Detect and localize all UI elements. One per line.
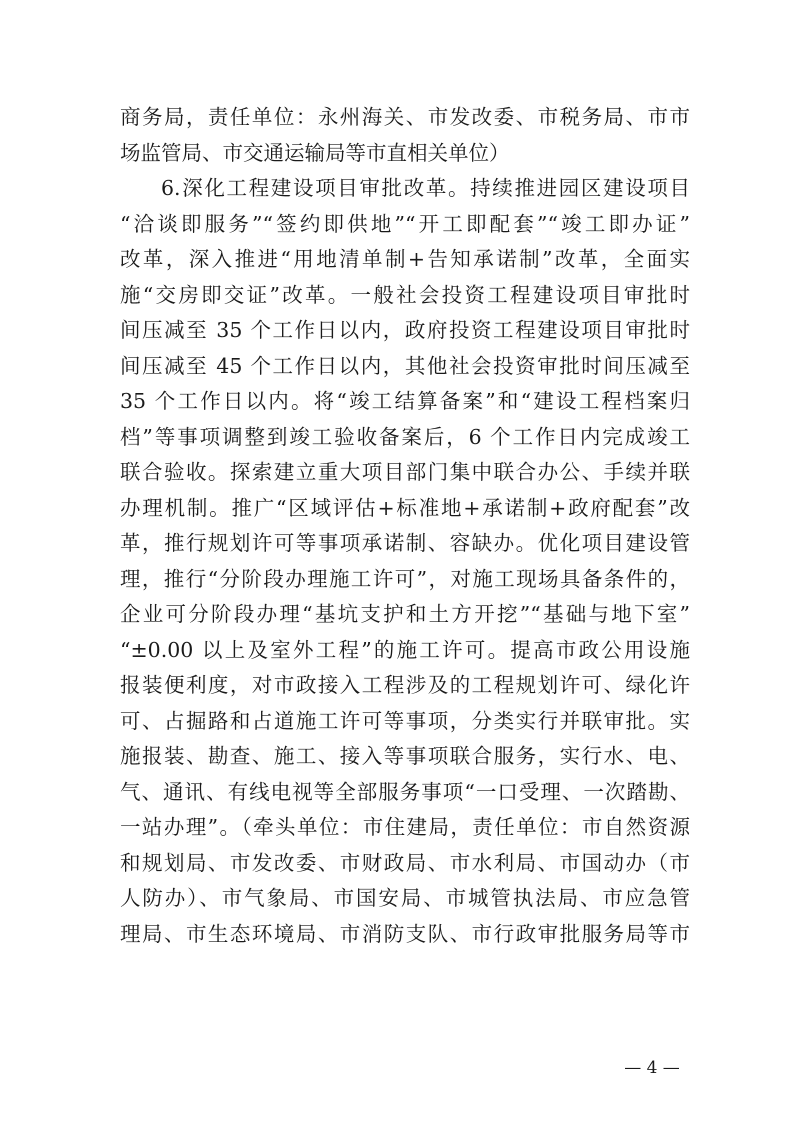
text-line: 革，推行规划许可等事项承诺制、容缺办。优化项目建设管 — [120, 531, 690, 555]
text-line: 可、占掘路和占道施工许可等事项，分类实行并联审批。实 — [120, 708, 690, 733]
body-text — [120, 100, 690, 952]
text-line: 一站办理”。（牵头单位：市住建局，责任单位：市自然资源 — [120, 815, 690, 839]
text-line: “洽谈即服务”“签约即供地”“开工即配套”“竣工即办证” — [120, 211, 690, 236]
page-number: — 4 — — [624, 1058, 680, 1078]
text-line: 间压减至 35 个工作日以内，政府投资工程建设项目审批时 — [120, 318, 690, 342]
text-line: 办理机制。推广“区域评估+标准地+承诺制+政府配套”改 — [120, 495, 690, 520]
text-line: 气、通讯、有线电视等全部服务事项“一口受理、一次踏勘、 — [120, 779, 690, 804]
text-line: 和规划局、市发改委、市财政局、市水利局、市国动办（市 — [120, 850, 690, 875]
text-line: 施“交房即交证”改革。一般社会投资工程建设项目审批时 — [120, 282, 690, 307]
text-line: 商务局，责任单位：永州海关、市发改委、市税务局、市市 — [120, 105, 690, 129]
text-line: “±0.00 以上及室外工程”的施工许可。提高市政公用设施 — [120, 637, 690, 662]
text-line: 企业可分阶段办理“基坑支护和土方开挖”“基础与地下室” — [120, 602, 690, 626]
text-line: 理，推行“分阶段办理施工许可”，对施工现场具备条件的， — [120, 566, 690, 591]
text-line: 间压减至 45 个工作日以内，其他社会投资审批时间压减至 — [120, 353, 690, 378]
text-line: 施报装、勘查、施工、接入等事项联合服务，实行水、电、 — [120, 744, 690, 768]
text-line: 报装便利度，对市政接入工程涉及的工程规划许可、绿化许 — [120, 673, 690, 697]
text-line: 改革，深入推进“用地清单制+告知承诺制”改革，全面实 — [120, 247, 690, 271]
text-line: 35 个工作日以内。将“竣工结算备案”和“建设工程档案归 — [120, 389, 690, 413]
text-line: 理局、市生态环境局、市消防支队、市行政审批服务局等市 — [120, 921, 690, 946]
text-line: 人防办）、市气象局、市国安局、市城管执法局、市应急管 — [120, 886, 690, 910]
text-line: 场监管局、市交通运输局等市直相关单位） — [120, 140, 510, 165]
section-heading-line: 6.深化工程建设项目审批改革。持续推进园区建设项目 — [161, 176, 690, 200]
text-line: 联合验收。探索建立重大项目部门集中联合办公、手续并联 — [120, 460, 690, 484]
text-line: 档”等事项调整到竣工验收备案后，6 个工作日内完成竣工 — [120, 424, 690, 449]
